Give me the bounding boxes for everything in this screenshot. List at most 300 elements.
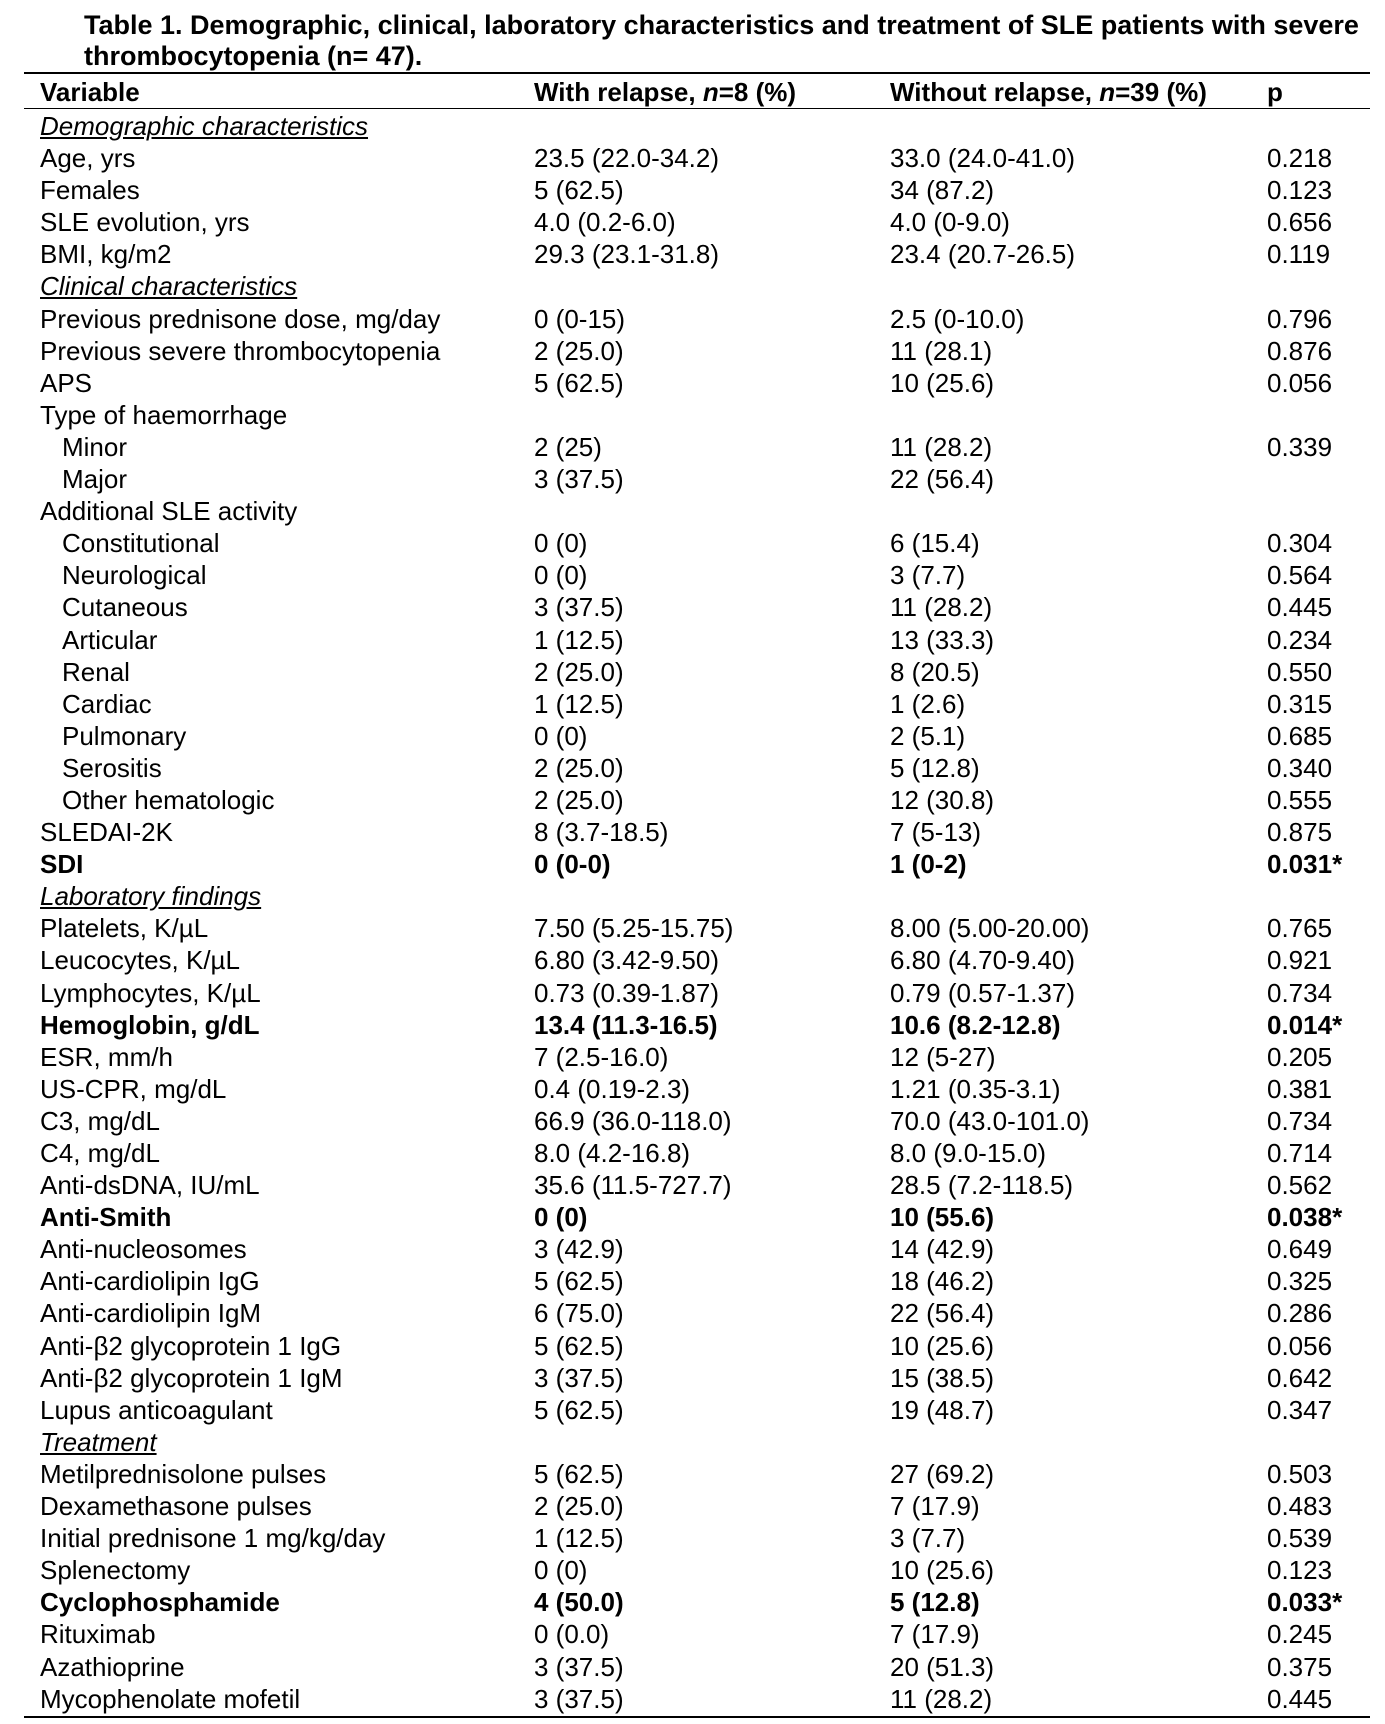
p-value-cell (1267, 1651, 1332, 1683)
p-value-cell (1267, 142, 1332, 174)
table-row (0, 1554, 1385, 1586)
with-relapse-cell-text: 0.4 (0.19-2.3) (534, 1073, 691, 1104)
p-value-cell-text: 0.796 (1267, 303, 1333, 334)
table-row (0, 1362, 1385, 1394)
row-label-text: Other hematologic (62, 784, 275, 815)
header-variable: Variable (40, 77, 140, 107)
with-relapse-cell-text: 6 (75.0) (534, 1298, 624, 1329)
row-label-text: Anti-β2 glycoprotein 1 IgG (40, 1330, 342, 1361)
without-relapse-cell (890, 784, 994, 816)
without-relapse-cell (890, 1490, 980, 1522)
with-relapse-cell-text: 5 (62.5) (534, 1330, 624, 1361)
with-relapse-cell (534, 367, 624, 399)
p-value-cell (1267, 1522, 1332, 1554)
p-value-cell (1267, 816, 1332, 848)
table-row (0, 1105, 1385, 1137)
with-relapse-cell (534, 720, 587, 752)
without-relapse-cell (890, 1073, 1061, 1105)
row-label-text: Cutaneous (62, 592, 188, 623)
row-label-text: Splenectomy (40, 1555, 191, 1586)
with-relapse-cell-text: 0 (0) (534, 528, 588, 559)
row-label-text: Type of haemorrhage (40, 399, 288, 430)
with-relapse-cell-text: 0 (0) (534, 560, 588, 591)
row-label-text: Renal (62, 656, 130, 687)
without-relapse-cell (890, 720, 965, 752)
p-value-cell (1267, 688, 1332, 720)
without-relapse-cell-text: 12 (30.8) (890, 784, 995, 815)
row-label-text: Platelets, K/µL (40, 913, 209, 944)
row-label (40, 174, 140, 206)
without-relapse-cell-text: 1.21 (0.35-3.1) (890, 1073, 1061, 1104)
without-relapse-cell (890, 944, 1075, 976)
with-relapse-cell (534, 559, 587, 591)
row-label (62, 463, 127, 495)
without-relapse-cell-text: 11 (28.2) (890, 431, 993, 462)
row-label-text: Cardiac (62, 688, 152, 719)
without-relapse-cell (890, 1137, 1046, 1169)
p-value-cell-text: 0.347 (1267, 1394, 1333, 1425)
with-relapse-cell-text: 5 (62.5) (534, 367, 624, 398)
without-relapse-cell-text: 20 (51.3) (890, 1651, 995, 1682)
table-row (0, 367, 1385, 399)
table-row (0, 1009, 1385, 1041)
row-label-text: Neurological (62, 560, 207, 591)
table-row (0, 848, 1385, 880)
p-value-cell (1267, 1618, 1332, 1650)
without-relapse-cell (890, 1522, 965, 1554)
table-title: Table 1. Demographic, clinical, laboratory characteristics and treatment of SLE patients with severe thrombocytopenia (n= 47). (84, 10, 1359, 71)
with-relapse-cell (534, 1651, 624, 1683)
p-value-cell-text: 0.056 (1267, 1330, 1333, 1361)
without-relapse-cell-text: 0.79 (0.57-1.37) (890, 977, 1076, 1008)
table-row (0, 1233, 1385, 1265)
p-value-cell-text: 0.656 (1267, 207, 1333, 238)
significance-marker: * (1332, 1587, 1343, 1618)
p-value-cell-text: 0.014 (1267, 1009, 1333, 1040)
with-relapse-cell (534, 1233, 624, 1265)
table-row (0, 174, 1385, 206)
without-relapse-cell-text: 15 (38.5) (890, 1362, 995, 1393)
row-label-text: Demographic characteristics (40, 111, 369, 141)
table-row (0, 1683, 1385, 1715)
row-label-text: Females (40, 175, 140, 206)
row-label-text: Additional SLE activity (40, 496, 298, 527)
p-value-cell-text: 0.304 (1267, 528, 1333, 559)
row-label (40, 1201, 171, 1233)
row-label-text: Initial prednisone 1 mg/kg/day (40, 1523, 386, 1554)
without-relapse-cell-text: 27 (69.2) (890, 1458, 995, 1489)
without-relapse-cell-text: 2 (5.1) (890, 720, 966, 751)
table-row (0, 1201, 1385, 1233)
row-label (62, 527, 220, 559)
without-relapse-cell (890, 752, 980, 784)
with-relapse-cell-text: 3 (37.5) (534, 592, 624, 623)
p-value-cell (1267, 784, 1332, 816)
with-relapse-cell (534, 1554, 587, 1586)
with-relapse-cell-text: 23.5 (22.0-34.2) (534, 143, 720, 174)
table-row (0, 335, 1385, 367)
without-relapse-cell (890, 463, 994, 495)
table-row (0, 1618, 1385, 1650)
without-relapse-cell-text: 1 (0-2) (890, 849, 967, 880)
row-label (62, 688, 152, 720)
without-relapse-cell-text: 7 (17.9) (890, 1619, 980, 1650)
row-label-text: Cyclophosphamide (40, 1587, 280, 1618)
row-label-text: SLE evolution, yrs (40, 207, 250, 238)
with-relapse-cell-text: 3 (37.5) (534, 464, 624, 495)
table-row (0, 1330, 1385, 1362)
with-relapse-cell (534, 238, 719, 270)
table-row (0, 1297, 1385, 1329)
p-value-cell-text: 0.550 (1267, 656, 1333, 687)
with-relapse-cell (534, 1073, 690, 1105)
p-value-cell-text: 0.245 (1267, 1619, 1333, 1650)
without-relapse-cell (890, 238, 1075, 270)
with-relapse-cell-text: 0 (0-0) (534, 849, 611, 880)
with-relapse-cell-text: 1 (12.5) (534, 688, 624, 719)
with-relapse-cell (534, 174, 624, 206)
row-label-text: Treatment (40, 1426, 157, 1457)
without-relapse-cell (890, 1233, 994, 1265)
with-relapse-cell-text: 1 (12.5) (534, 1523, 624, 1554)
p-value-cell-text: 0.649 (1267, 1234, 1333, 1265)
with-relapse-cell-text: 4 (50.0) (534, 1587, 624, 1618)
row-label-text: Anti-β2 glycoprotein 1 IgM (40, 1362, 343, 1393)
with-relapse-cell-text: 0.73 (0.39-1.87) (534, 977, 720, 1008)
without-relapse-cell (890, 1586, 980, 1618)
with-relapse-cell (534, 1137, 690, 1169)
table-body (0, 110, 1385, 1715)
section-heading-row (0, 880, 1385, 912)
with-relapse-cell (534, 752, 624, 784)
row-label (40, 1297, 261, 1329)
row-label (40, 142, 135, 174)
table-row (0, 1169, 1385, 1201)
p-value-cell-text: 0.734 (1267, 977, 1333, 1008)
p-value-cell (1267, 1105, 1332, 1137)
p-value-cell-text: 0.714 (1267, 1138, 1333, 1168)
table-row (0, 1586, 1385, 1618)
without-relapse-cell-text: 11 (28.2) (890, 1683, 993, 1714)
row-label (40, 944, 240, 976)
table-row (0, 1394, 1385, 1426)
row-label (40, 1105, 160, 1137)
without-relapse-cell (890, 1330, 994, 1362)
without-relapse-cell (890, 367, 994, 399)
with-relapse-cell (534, 527, 587, 559)
row-label (40, 1618, 156, 1650)
table-row (0, 977, 1385, 1009)
row-label-text: ESR, mm/h (40, 1041, 173, 1072)
row-label (40, 912, 208, 944)
with-relapse-cell-text: 5 (62.5) (534, 1394, 624, 1425)
p-value-cell (1267, 1137, 1332, 1169)
with-relapse-cell (534, 431, 602, 463)
without-relapse-cell (890, 1618, 980, 1650)
without-relapse-cell-text: 18 (46.2) (890, 1266, 995, 1297)
table-row (0, 688, 1385, 720)
p-value-cell (1267, 720, 1332, 752)
without-relapse-cell (890, 816, 981, 848)
p-value-cell (1267, 1009, 1342, 1041)
row-label-text: C3, mg/dL (40, 1105, 160, 1136)
with-relapse-cell (534, 1201, 587, 1233)
p-value-cell (1267, 1458, 1332, 1490)
row-label-text: C4, mg/dL (40, 1138, 160, 1168)
row-label (40, 335, 440, 367)
without-relapse-cell (890, 912, 1089, 944)
without-relapse-cell-text: 6 (15.4) (890, 528, 980, 559)
without-relapse-cell (890, 1458, 994, 1490)
with-relapse-cell-text: 1 (12.5) (534, 624, 624, 655)
with-relapse-cell-text: 29.3 (23.1-31.8) (534, 239, 720, 270)
p-value-cell-text: 0.445 (1267, 592, 1333, 623)
without-relapse-cell (890, 1394, 994, 1426)
header-with-relapse: With relapse, n=8 (%) (534, 77, 797, 107)
row-label-text: Clinical characteristics (40, 271, 298, 302)
without-relapse-cell-text: 23.4 (20.7-26.5) (890, 239, 1076, 270)
without-relapse-cell (890, 1009, 1061, 1041)
without-relapse-cell-text: 12 (5-27) (890, 1041, 996, 1072)
without-relapse-cell (890, 1297, 994, 1329)
with-relapse-cell (534, 944, 719, 976)
row-label (40, 1169, 260, 1201)
table-row (0, 624, 1385, 656)
row-label (40, 1073, 226, 1105)
p-value-cell (1267, 335, 1332, 367)
p-value-cell-text: 0.119 (1267, 239, 1331, 270)
section-heading-row (0, 110, 1385, 142)
without-relapse-cell-text: 5 (12.8) (890, 752, 980, 783)
row-label-text: SLEDAI-2K (40, 817, 173, 848)
with-relapse-cell (534, 303, 625, 335)
with-relapse-cell-text: 0 (0-15) (534, 303, 626, 334)
p-value-cell-text: 0.123 (1267, 175, 1333, 206)
with-relapse-cell-text: 35.6 (11.5-727.7) (534, 1170, 732, 1201)
table-row (0, 752, 1385, 784)
row-label-text: Rituximab (40, 1619, 156, 1650)
row-label (40, 1586, 280, 1618)
without-relapse-cell (890, 1651, 994, 1683)
p-value-cell-text: 0.339 (1267, 431, 1333, 462)
with-relapse-cell-text: 5 (62.5) (534, 1458, 624, 1489)
row-label-text: Anti-Smith (40, 1202, 172, 1233)
significance-marker: * (1332, 1009, 1343, 1040)
without-relapse-cell-text: 8.00 (5.00-20.00) (890, 913, 1090, 944)
with-relapse-cell-text: 8 (3.7-18.5) (534, 817, 669, 848)
p-value-cell (1267, 752, 1332, 784)
table-row (0, 399, 1385, 431)
p-value-cell-text: 0.562 (1267, 1170, 1333, 1201)
row-label (62, 720, 186, 752)
row-label (62, 591, 188, 623)
table-row (0, 656, 1385, 688)
header-rule (24, 108, 1370, 109)
without-relapse-cell (890, 1362, 994, 1394)
p-value-cell-text: 0.483 (1267, 1491, 1333, 1522)
p-value-cell (1267, 431, 1332, 463)
p-value-cell (1267, 1330, 1332, 1362)
significance-marker: * (1332, 1202, 1343, 1233)
row-label-text: SDI (40, 849, 84, 880)
row-label-text: Laboratory findings (40, 881, 262, 912)
significance-marker: * (1332, 849, 1343, 880)
with-relapse-cell (534, 1618, 609, 1650)
p-value-cell (1267, 1362, 1332, 1394)
without-relapse-cell-text: 70.0 (43.0-101.0) (890, 1105, 1090, 1136)
p-value-cell-text: 0.340 (1267, 752, 1333, 783)
p-value-cell-text: 0.325 (1267, 1266, 1333, 1297)
with-relapse-cell (534, 1009, 718, 1041)
table-row (0, 238, 1385, 270)
row-label (40, 1394, 273, 1426)
row-label-text: Anti-cardiolipin IgG (40, 1266, 260, 1297)
row-label (40, 1522, 385, 1554)
with-relapse-cell-text: 2 (25.0) (534, 335, 624, 366)
without-relapse-cell (890, 1683, 992, 1715)
p-value-cell (1267, 559, 1332, 591)
without-relapse-cell-text: 7 (17.9) (890, 1491, 980, 1522)
row-label-text: Hemoglobin, g/dL (40, 1009, 260, 1040)
p-value-cell (1267, 238, 1330, 270)
row-label (40, 1137, 160, 1169)
without-relapse-cell (890, 1169, 1073, 1201)
p-value-cell (1267, 303, 1332, 335)
p-value-cell-text: 0.921 (1267, 945, 1333, 976)
row-label (40, 1041, 173, 1073)
with-relapse-cell (534, 816, 668, 848)
p-value-cell-text: 0.875 (1267, 817, 1333, 848)
table-row (0, 1522, 1385, 1554)
p-value-cell-text: 0.031 (1267, 849, 1333, 880)
without-relapse-cell-text: 11 (28.1) (890, 335, 993, 366)
row-label-text: Previous severe thrombocytopenia (40, 335, 441, 366)
without-relapse-cell (890, 1041, 996, 1073)
table-row (0, 142, 1385, 174)
top-rule (24, 72, 1370, 74)
table-row (0, 944, 1385, 976)
without-relapse-cell-text: 7 (5-13) (890, 817, 982, 848)
table-row (0, 495, 1385, 527)
row-label (40, 1683, 300, 1715)
without-relapse-cell (890, 656, 980, 688)
with-relapse-cell-text: 7.50 (5.25-15.75) (534, 913, 734, 944)
row-label (40, 880, 261, 912)
p-value-cell (1267, 977, 1332, 1009)
table-row (0, 431, 1385, 463)
with-relapse-cell (534, 977, 719, 1009)
p-value-cell (1267, 1586, 1342, 1618)
without-relapse-cell-text: 22 (56.4) (890, 464, 995, 495)
without-relapse-cell (890, 1105, 1089, 1137)
without-relapse-cell (890, 1201, 994, 1233)
row-label (62, 752, 162, 784)
p-value-cell-text: 0.286 (1267, 1298, 1333, 1329)
row-label-text: Mycophenolate mofetil (40, 1683, 301, 1714)
without-relapse-cell-text: 34 (87.2) (890, 175, 995, 206)
with-relapse-cell (534, 1169, 732, 1201)
table-row (0, 720, 1385, 752)
p-value-cell-text: 0.642 (1267, 1362, 1333, 1393)
table-row (0, 303, 1385, 335)
with-relapse-cell-text: 6.80 (3.42-9.50) (534, 945, 720, 976)
row-label (40, 977, 261, 1009)
without-relapse-cell (890, 431, 992, 463)
with-relapse-cell (534, 335, 624, 367)
row-label-text: Age, yrs (40, 143, 136, 174)
row-label (40, 1426, 157, 1458)
with-relapse-cell-text: 3 (42.9) (534, 1234, 624, 1265)
without-relapse-cell-text: 28.5 (7.2-118.5) (890, 1170, 1074, 1201)
without-relapse-cell-text: 10 (25.6) (890, 1555, 995, 1586)
row-label (40, 1009, 260, 1041)
without-relapse-cell (890, 591, 992, 623)
row-label-text: Lymphocytes, K/µL (40, 977, 261, 1008)
with-relapse-cell-text: 7 (2.5-16.0) (534, 1041, 669, 1072)
table-row (0, 1458, 1385, 1490)
p-value-cell-text: 0.685 (1267, 720, 1333, 751)
without-relapse-cell (890, 1265, 994, 1297)
with-relapse-cell-text: 0 (0) (534, 720, 588, 751)
row-label-text: Minor (62, 431, 128, 462)
table-row (0, 784, 1385, 816)
without-relapse-cell-text: 5 (12.8) (890, 1587, 980, 1618)
with-relapse-cell-text: 2 (25.0) (534, 784, 624, 815)
with-relapse-cell-text: 66.9 (36.0-118.0) (534, 1105, 732, 1136)
row-label (62, 656, 130, 688)
table-row (0, 559, 1385, 591)
p-value-cell (1267, 1041, 1332, 1073)
without-relapse-cell-text: 22 (56.4) (890, 1298, 995, 1329)
row-label-text: Metilprednisolone pulses (40, 1458, 327, 1489)
with-relapse-cell-text: 3 (37.5) (534, 1362, 624, 1393)
p-value-cell-text: 0.205 (1267, 1041, 1333, 1072)
without-relapse-cell-text: 13 (33.3) (890, 624, 995, 655)
without-relapse-cell (890, 559, 965, 591)
without-relapse-cell-text: 4.0 (0-9.0) (890, 207, 1010, 238)
table-row (0, 816, 1385, 848)
without-relapse-cell-text: 8 (20.5) (890, 656, 980, 687)
without-relapse-cell-text: 19 (48.7) (890, 1394, 995, 1425)
row-label (40, 367, 92, 399)
row-label (40, 1490, 312, 1522)
with-relapse-cell (534, 1490, 624, 1522)
without-relapse-cell-text: 10 (55.6) (890, 1202, 995, 1233)
without-relapse-cell-text: 10.6 (8.2-12.8) (890, 1009, 1061, 1040)
with-relapse-cell (534, 1586, 624, 1618)
row-label-text: BMI, kg/m2 (40, 239, 172, 270)
row-label (40, 1458, 326, 1490)
row-label-text: Anti-cardiolipin IgM (40, 1298, 262, 1329)
header-p: p (1267, 77, 1283, 107)
without-relapse-cell (890, 142, 1075, 174)
row-label (62, 784, 274, 816)
without-relapse-cell (890, 527, 980, 559)
without-relapse-cell-text: 2.5 (0-10.0) (890, 303, 1025, 334)
row-label (40, 1362, 343, 1394)
with-relapse-cell (534, 1458, 624, 1490)
with-relapse-cell (534, 848, 611, 880)
p-value-cell (1267, 1554, 1332, 1586)
p-value-cell (1267, 1490, 1332, 1522)
table-row (0, 1265, 1385, 1297)
with-relapse-cell-text: 0 (0) (534, 1202, 588, 1233)
p-value-cell-text: 0.765 (1267, 913, 1333, 944)
with-relapse-cell (534, 591, 624, 623)
without-relapse-cell (890, 624, 994, 656)
row-label (40, 110, 368, 142)
without-relapse-cell-text: 10 (25.6) (890, 1330, 995, 1361)
